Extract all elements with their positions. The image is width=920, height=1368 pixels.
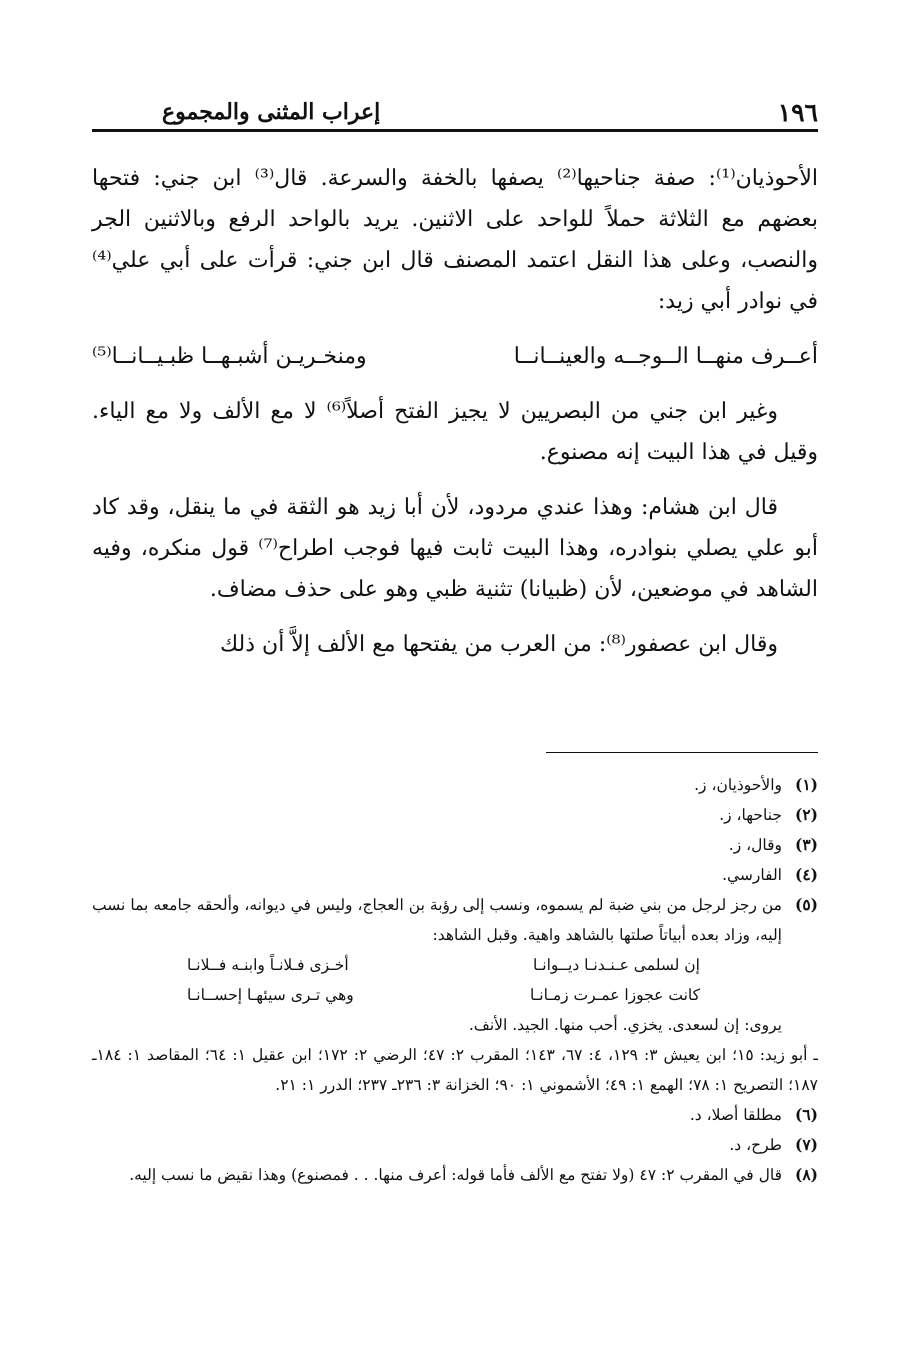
footnote-number: (٧) [794,1135,818,1154]
footnote-7 [92,1130,818,1160]
footnote-1 [92,770,818,800]
running-title: إعراب المثنى والمجموع [162,99,381,125]
footnote-verse-b [187,980,700,1010]
footnote-text: والأحوذيان، ز. [694,776,782,794]
footnote-verse-second-hemistich: أخـزى فـلانـاً وابنـه فــلانـا [187,956,349,974]
footnote-number: (٢) [794,805,818,824]
paragraph-2: وغير ابن جني من البصريين لا يجيز الفتح أصلاً⁽⁶⁾ لا مع الألف ولا مع الياء. وقيل في هذا البيت إنه مصنوع. [92,399,818,465]
paragraph-3: قال ابن هشام: وهذا عندي مردود، لأن أبا زيد هو الثقة في ما ينقل، وقد كاد أبو علي يصلي بنوادره، وهذا البيت ثابت فيها فوجب اطراح⁽⁷⁾ قول منكره، وفيه الشاهد في موضعين، لأن (ظبيانا) تثنية ظبي وهو على حذف مضاف. [92,495,818,602]
page-header [92,94,818,130]
footnote-6 [92,1100,818,1130]
footnotes [92,770,818,1190]
page-number: ١٩٦ [777,97,818,127]
footnote-text: مطلقا أصلا، د. [689,1106,782,1124]
header-rule [92,129,818,132]
footnote-2 [92,800,818,830]
paragraph-4: وقال ابن عصفور⁽⁸⁾: من العرب من يفتحها مع الألف إلاَّ أن ذلك [220,632,778,657]
footnote-3 [92,830,818,860]
footnote-number: (٦) [794,1105,818,1124]
footnote-text: وقال، ز. [728,836,782,854]
footnote-references: ـ أبو زيد: ١٥؛ ابن يعيش ٣: ١٢٩، ٤: ٦٧، ١٤٣؛ المقرب ٢: ٤٧؛ الرضي ٢: ١٧٢؛ ابن عقيل ١: ٦٤؛ المقاصد ١: ١٨٤ـ ١٨٧؛ التصريح ١: ٧٨؛ الهمع ١: ٤٩؛ الأشموني ١: ٩٠؛ الخزانة ٣: ٢٣٦ـ ٢٣٧؛ الدرر ١: ٢١. [92,1046,818,1094]
footnote-verse-first-hemistich: كانت عجوزا عمـرت زمـانـا [530,986,700,1004]
verse-line [92,336,818,377]
footnote-variants: يروى: إن لسعدى. يخزي. أحب منها. الجيد. الأنف. [468,1016,782,1034]
footnote-text: الفارسي. [722,866,782,884]
footnote-number: (٥) [794,895,818,914]
verse-second-hemistich: ومنخـريـن أشبـهــا ظبـيــانــا⁽⁵⁾ [92,344,367,369]
footnote-text: من رجز لرجل من بني ضبة لم يسموه، ونسب إلى رؤبة بن العجاج، وليس في ديوانه، وألحقه جامعه بما نسب إليه، وزاد بعده أبياتاً صلتها بالشاهد واهية. وقبل الشاهد: [92,896,782,944]
footnote-verse-a [187,950,700,980]
footnote-verse-second-hemistich: وهي تـرى سيئهـا إحســانـا [187,986,354,1004]
verse-first-hemistich: أعــرف منهــا الــوجــه والعينــانــا [513,344,818,369]
footnote-text: طرح، د. [729,1136,782,1154]
footnote-5 [92,890,818,950]
paragraph-1: الأحوذيان⁽¹⁾: صفة جناحيها⁽²⁾ يصفها بالخفة والسرعة. قال⁽³⁾ ابن جني: فتحها بعضهم مع الثلاثة حملاً للواحد على الاثنين. يريد بالواحد الرفع وبالاثنين الجر والنصب، وعلى هذا النقل اعتمد المصنف قال ابن جني: قرأت على أبي علي⁽⁴⁾ في نوادر أبي زيد: [92,166,818,314]
footnote-number: (٤) [794,865,818,884]
footnote-4 [92,860,818,890]
footnote-text: قال في المقرب ٢: ٤٧ (ولا تفتح مع الألف فأما قوله: أعرف منها. . . فمصنوع) وهذا نقيض ما نسب إليه. [129,1166,782,1184]
footnote-text: جناحها، ز. [719,806,782,824]
footnote-verse-first-hemistich: إن لسلمى عـنـدنـا ديــوانـا [533,956,700,974]
main-text [92,158,818,679]
footnote-number: (٨) [794,1165,818,1184]
footnote-number: (٣) [794,835,818,854]
footnote-number: (١) [794,775,818,794]
footnote-separator [546,752,818,753]
footnote-8 [92,1160,818,1190]
